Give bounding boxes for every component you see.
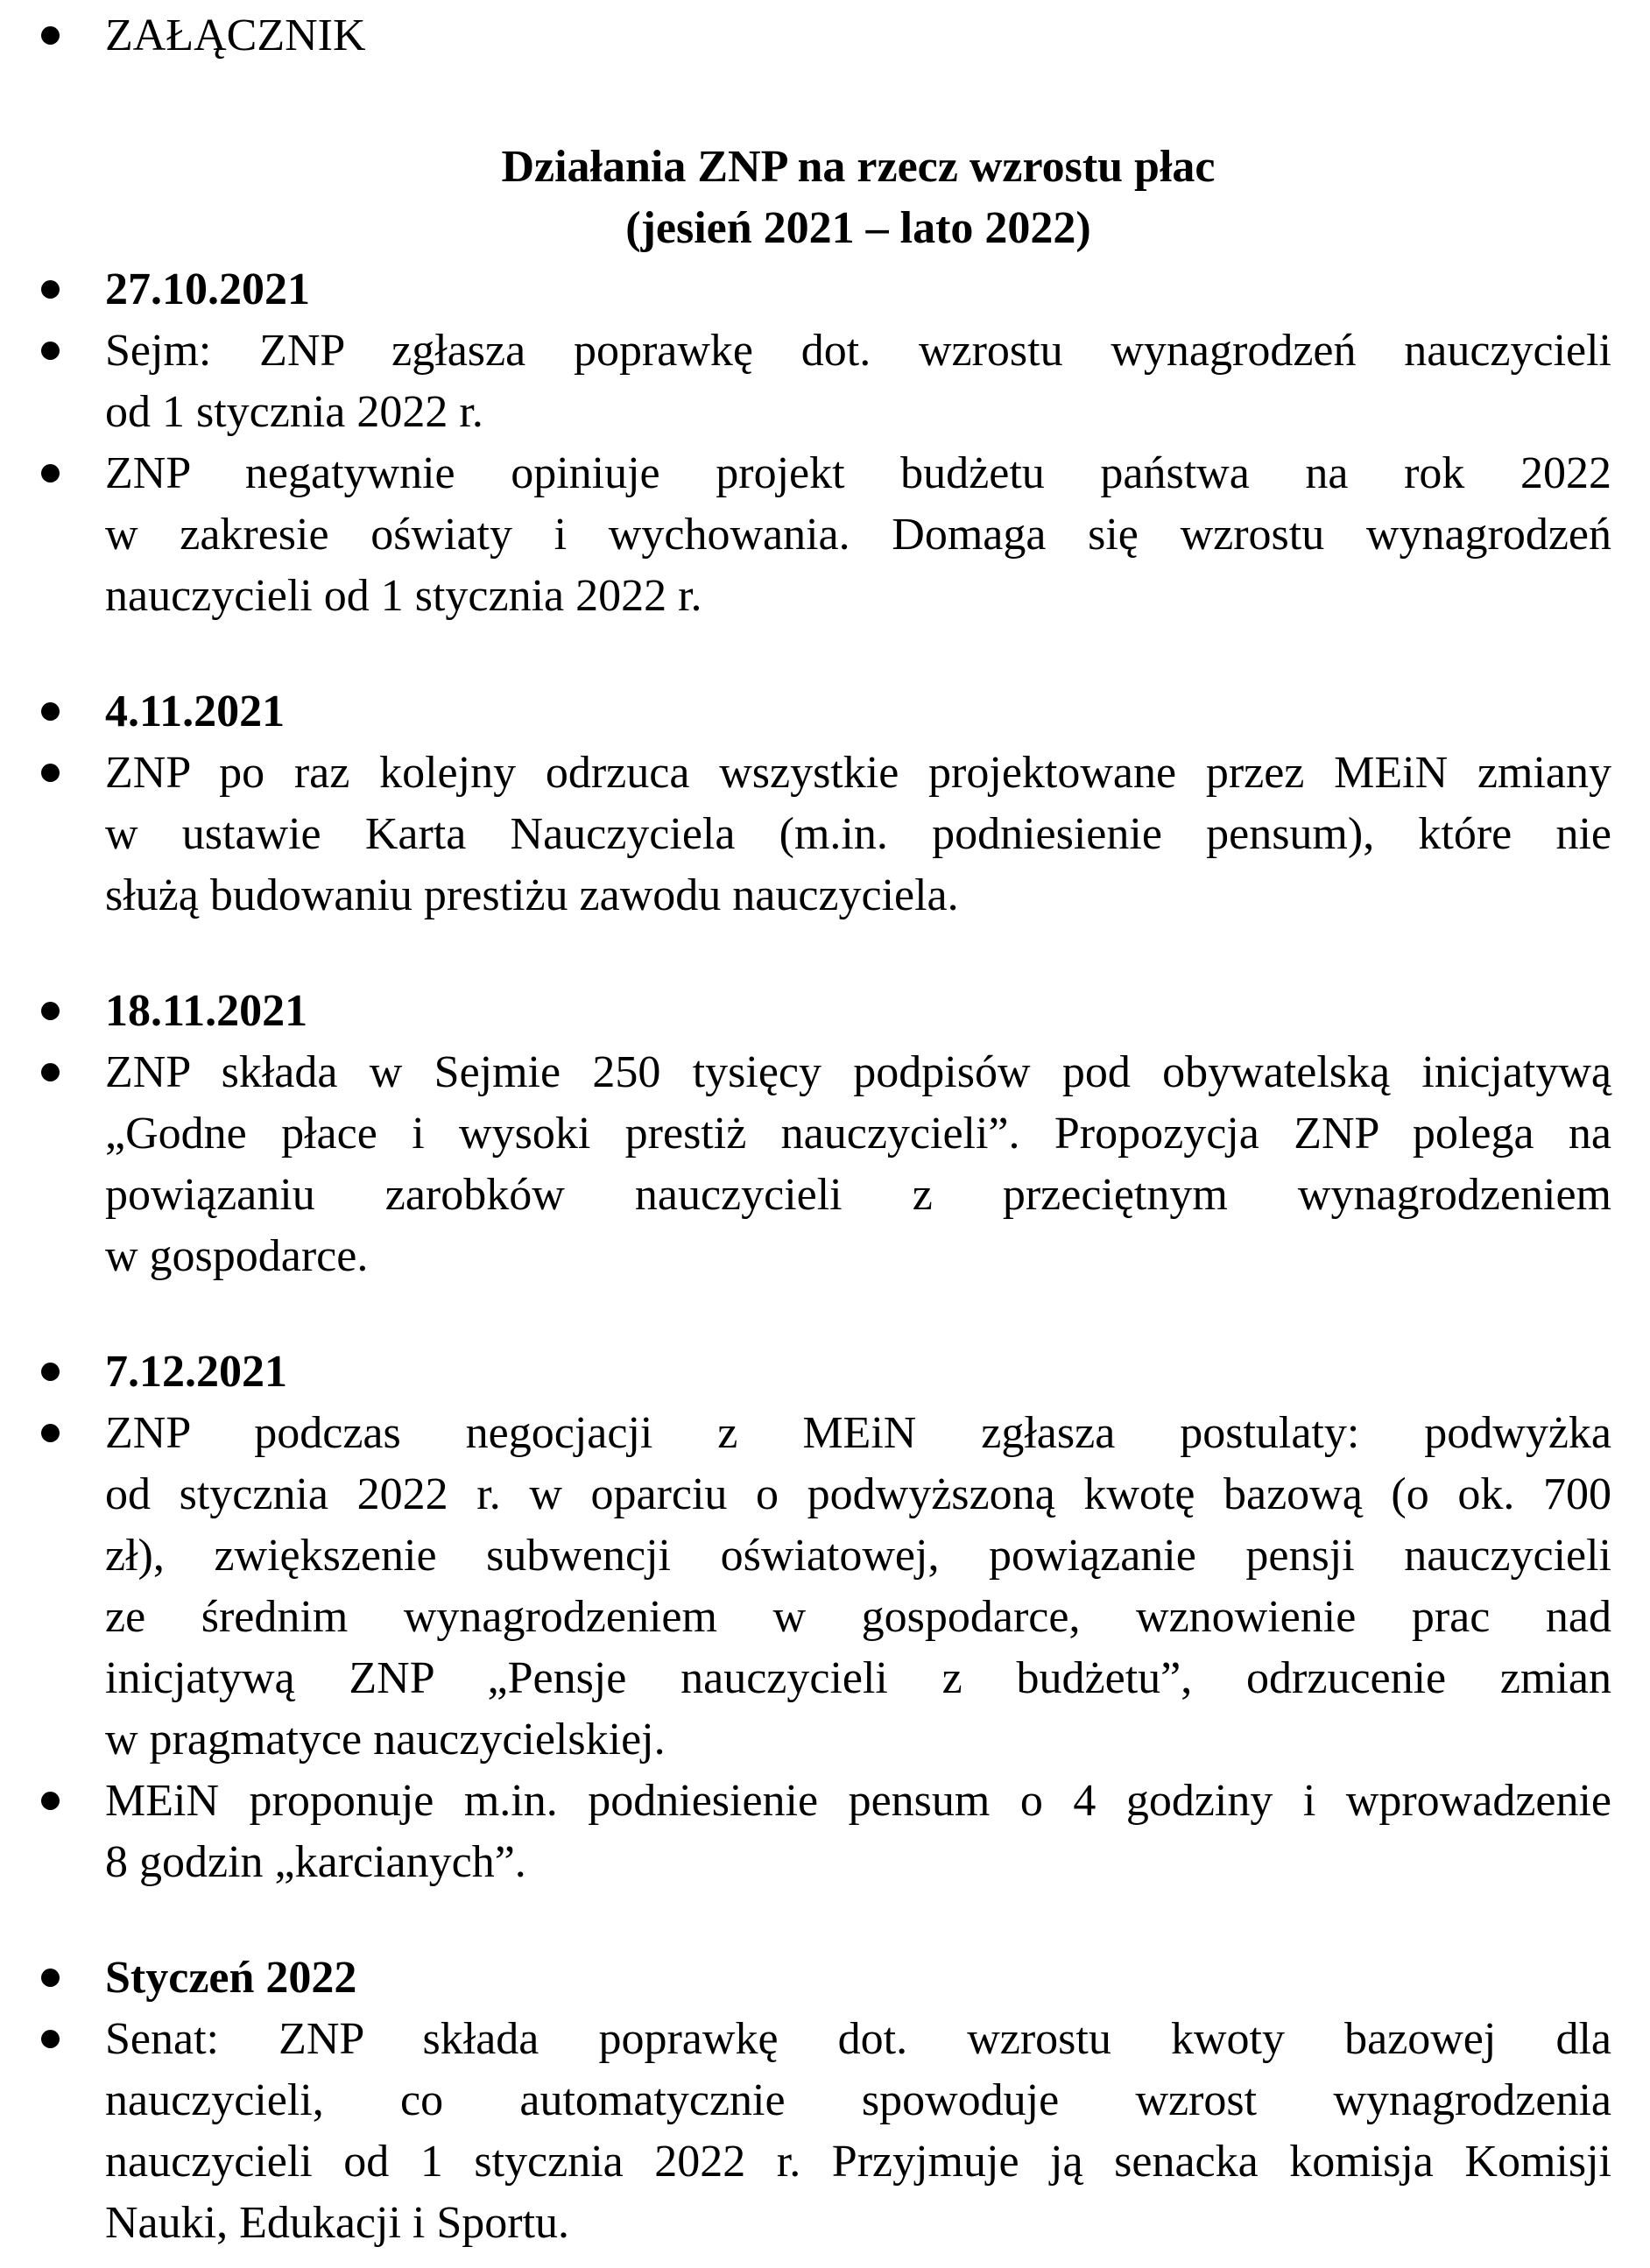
bullet-icon (41, 1063, 60, 1081)
text-line: 27.10.2021 (105, 264, 310, 314)
text-line: ZNP składa w Sejmie 250 tysięcy podpisów pod obywatelską inicjatywą (105, 1047, 1611, 1097)
text-line: służą budowaniu prestiżu zawodu nauczyciela. (105, 870, 959, 920)
bullet-item-text (105, 1771, 1611, 1893)
text-line: ze średnim wynagrodzeniem w gospodarce, wznowienie prac nad (105, 1592, 1611, 1642)
bullet-item (0, 1771, 1611, 1893)
text-line: od 1 stycznia 2022 r. (105, 387, 483, 437)
bullet-item-date (0, 981, 1611, 1042)
bullet-item-text (105, 1948, 1611, 2009)
text-line: w zakresie oświaty i wychowania. Domaga się wzrostu wynagrodzeń (105, 510, 1611, 560)
text-line: w gospodarce. (105, 1231, 369, 1281)
text-line: w pragmatyce nauczycielskiej. (105, 1715, 666, 1764)
bullet-item-date (0, 1342, 1611, 1403)
text-line: nauczycieli, co automatycznie spowoduje wzrost wynagrodzenia (105, 2075, 1611, 2125)
bullet-item-text (105, 1342, 1611, 1403)
text-line: w ustawie Karta Nauczyciela (m.in. podniesienie pensum), które nie (105, 809, 1611, 859)
text-line: Nauki, Edukacji i Sportu. (105, 2198, 570, 2248)
text-line: nauczycieli od 1 stycznia 2022 r. (105, 571, 702, 621)
bullet-item-date (0, 1948, 1611, 2009)
bullet-icon (41, 464, 60, 482)
bullet-icon (41, 26, 60, 45)
bullet-item (0, 743, 1611, 926)
bullet-item (0, 320, 1611, 443)
bullet-item-text (105, 1403, 1611, 1771)
bullet-icon (41, 1424, 60, 1442)
bullet-item-text (105, 981, 1611, 1042)
bullet-icon (41, 280, 60, 299)
bullet-item-text (105, 2009, 1611, 2254)
text-line: 18.11.2021 (105, 986, 308, 1036)
bullet-item (0, 2009, 1611, 2254)
text-line: 4.11.2021 (105, 687, 286, 736)
text-line: Sejm: ZNP zgłasza poprawkę dot. wzrostu wynagrodzeń nauczycieli (105, 326, 1611, 376)
bullet-item-text (105, 320, 1611, 443)
bullet-icon (41, 1792, 60, 1810)
text-line: ZNP negatywnie opiniuje projekt budżetu państwa na rok 2022 (105, 448, 1611, 498)
title-line-2: (jesień 2021 – lato 2022) (625, 203, 1091, 253)
bullet-item-text (105, 5, 1611, 67)
text-line: ZNP po raz kolejny odrzuca wszystkie projektowane przez MEiN zmiany (105, 748, 1611, 798)
bullet-item-text (105, 1042, 1611, 1287)
bullet-icon (41, 702, 60, 721)
bullet-icon (41, 764, 60, 782)
bullet-item (0, 443, 1611, 627)
text-line: „Godne płace i wysoki prestiż nauczycieli”. Propozycja ZNP polega na (105, 1109, 1611, 1159)
text-line: nauczycieli od 1 stycznia 2022 r. Przyjmuje ją senacka komisja Komisji (105, 2137, 1611, 2187)
text-line: ZAŁĄCZNIK (105, 11, 366, 60)
bullet-item-text (105, 743, 1611, 926)
bullet-item (0, 1403, 1611, 1771)
text-line: Styczeń 2022 (105, 1953, 357, 2003)
bullet-item-zalacznik (0, 5, 1611, 67)
bullet-icon (41, 1969, 60, 1987)
text-line: powiązaniu zarobków nauczycieli z przeciętnym wynagrodzeniem (105, 1170, 1611, 1220)
bullet-icon (41, 1002, 60, 1020)
text-line: ZNP podczas negocjacji z MEiN zgłasza postulaty: podwyżka (105, 1408, 1611, 1458)
bullet-item-date (0, 259, 1611, 320)
bullet-item-text (105, 259, 1611, 320)
text-line: 8 godzin „karcianych”. (105, 1837, 526, 1887)
bullet-icon (41, 342, 60, 360)
text-line: zł), zwiększenie subwencji oświatowej, powiązanie pensji nauczycieli (105, 1531, 1611, 1581)
title-line-1: Działania ZNP na rzecz wzrostu płac (501, 142, 1216, 192)
bullet-item-text (105, 443, 1611, 627)
text-line: MEiN proponuje m.in. podniesienie pensum o 4 godziny i wprowadzenie (105, 1776, 1611, 1826)
text-line: Senat: ZNP składa poprawkę dot. wzrostu kwoty bazowej dla (105, 2014, 1611, 2064)
text-line: inicjatywą ZNP „Pensje nauczycieli z budżetu”, odrzucenie zmian (105, 1653, 1611, 1703)
text-line: 7.12.2021 (105, 1347, 287, 1397)
bullet-item-text (105, 681, 1611, 743)
bullet-item-date (0, 681, 1611, 743)
bullet-icon (41, 2030, 60, 2048)
text-line: od stycznia 2022 r. w oparciu o podwyższoną kwotę bazową (o ok. 700 (105, 1469, 1611, 1519)
document-title (0, 137, 1611, 259)
bullet-item (0, 1042, 1611, 1287)
bullet-icon (41, 1363, 60, 1381)
